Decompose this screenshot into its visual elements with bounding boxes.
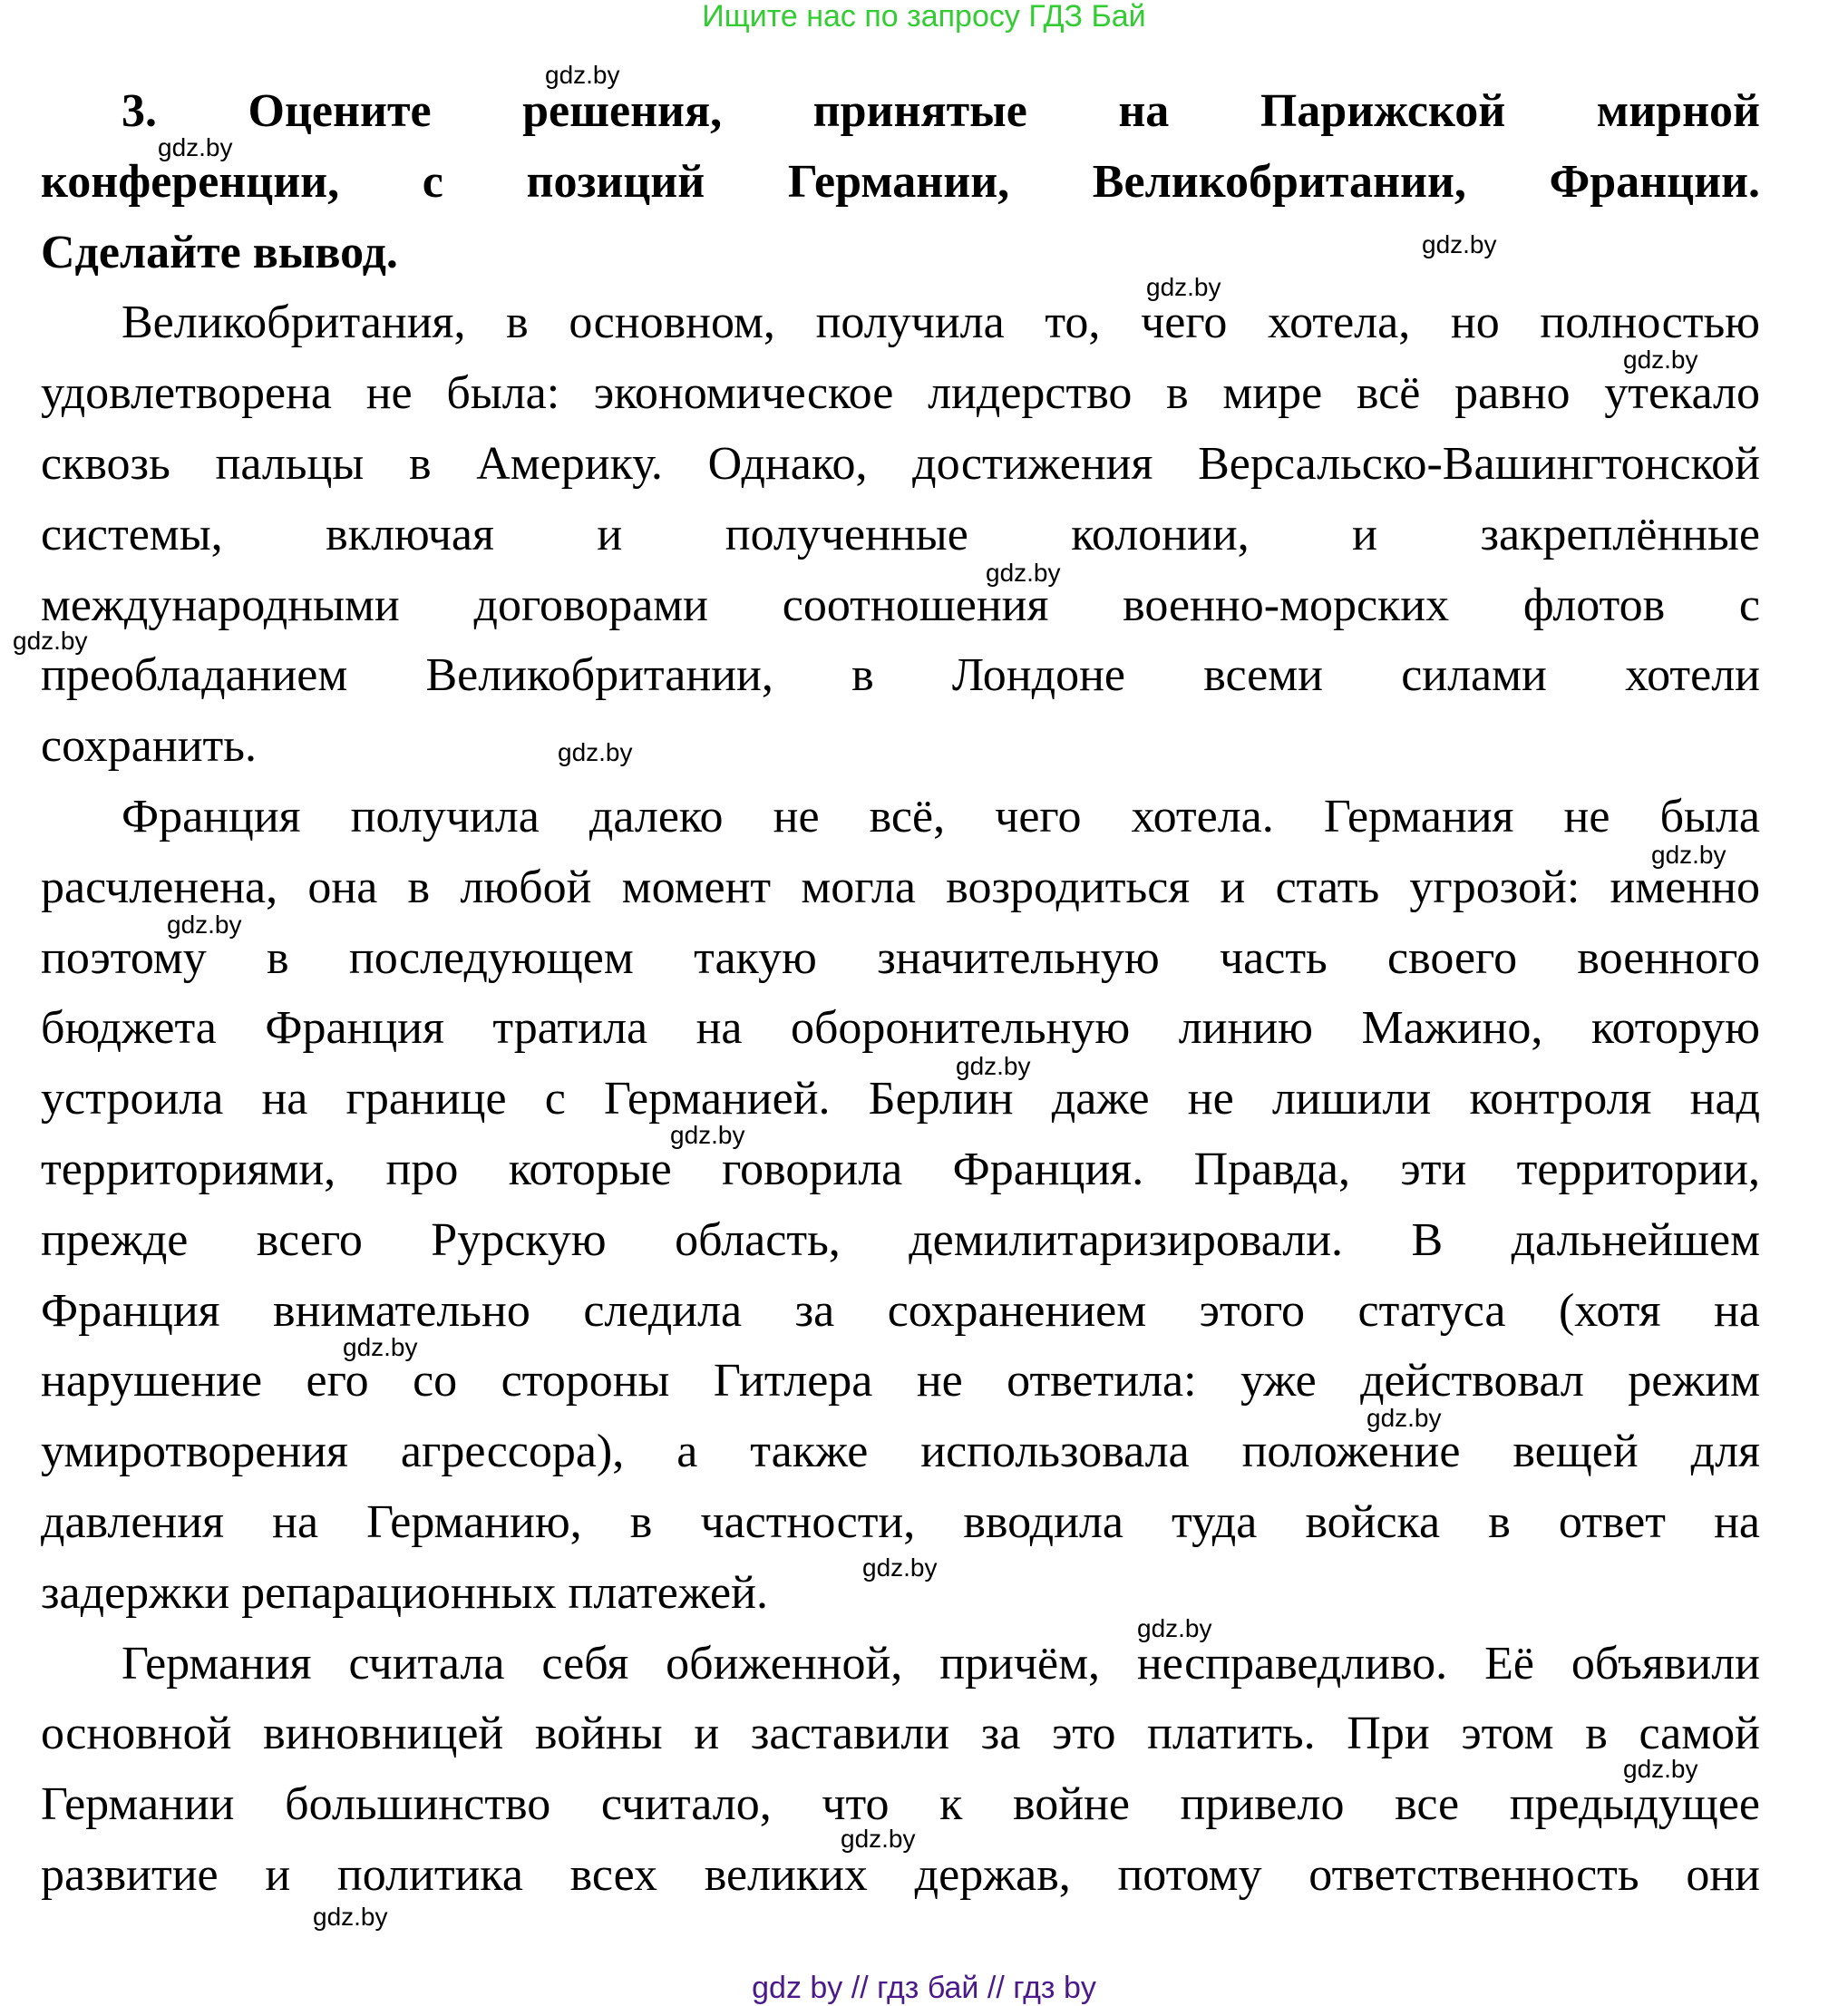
paragraph-line: устроила на границе с Германией. Берлин даже не лишили контроля над [41,1073,1760,1125]
paragraph-line: сохранить. [41,720,257,773]
paragraph-line: территориями, про которые говорила Франция. Правда, эти территории, [41,1143,1760,1195]
watermark-text: gdz.by [158,133,233,161]
watermark-text: gdz.by [1422,230,1497,258]
paragraph-line: расчленена, она в любой момент могла возродиться и стать угрозой: именно [41,861,1760,913]
paragraph-line: преобладанием Великобритании, в Лондоне всеми силами хотели [41,649,1760,702]
watermark-text: gdz.by [1623,346,1698,374]
paragraph-line: нарушение его со стороны Гитлера не ответила: уже действовал режим [41,1355,1760,1407]
answer-text [41,287,1760,1910]
paragraph-line: сквозь пальцы в Америку. Однако, достижения Версальско-Вашингтонской [41,437,1760,490]
watermark-text: gdz.by [167,910,242,939]
watermark-text: gdz.by [1367,1404,1442,1432]
watermark-text: gdz.by [1623,1755,1698,1783]
watermark-text: gdz.by [313,1903,388,1931]
task-heading [41,76,1760,287]
paragraph-line: давления на Германию, в частности, вводила туда войска в ответ на [41,1495,1760,1548]
watermark-text: gdz.by [956,1052,1031,1080]
watermark-text: gdz.by [13,627,88,655]
paragraph-line: развитие и политика всех великих держав, потому ответственность они [41,1848,1760,1901]
heading-line: Сделайте вывод. [41,226,398,278]
heading-line: конференции, с позиций Германии, Великобритании, Франции. [41,155,1760,208]
paragraph-line: Франция внимательно следила за сохранением этого статуса (хотя на [41,1284,1760,1337]
paragraph-line: Франция получила далеко не всё, чего хотела. Германия не была [122,790,1760,842]
paragraph [41,782,1760,1629]
paragraph-line: бюджета Франция тратила на оборонительную линию Мажино, которую [41,1002,1760,1055]
paragraph-line: Великобритания, в основном, получила то, чего хотела, но полностью [122,297,1760,349]
paragraph-line: задержки репарационных платежей. [41,1566,768,1619]
watermark-text: gdz.by [862,1553,938,1582]
paragraph-line: удовлетворена не была: экономическое лидерство в мире всё равно утекало [41,367,1760,420]
watermark-text: gdz.by [841,1825,916,1853]
watermark-text: gdz.by [1146,273,1221,301]
watermark-text: gdz.by [986,559,1061,587]
paragraph-line: системы, включая и полученные колонии, и закреплённые [41,508,1760,560]
paragraph-line: поэтому в последующем такую значительную часть своего военного [41,931,1760,984]
footer-links[interactable]: gdz by // гдз бай // гдз by [752,1971,1096,2005]
watermark-text: gdz.by [343,1333,418,1361]
paragraph-line: Германии большинство считало, что к войне привело все предыдущее [41,1778,1760,1831]
watermark-text: gdz.by [545,61,620,89]
watermark-text: gdz.by [1651,841,1726,869]
paragraph [41,1629,1760,1911]
watermark-text: gdz.by [558,738,633,766]
watermark-text: gdz.by [1137,1614,1212,1642]
paragraph-line: международными договорами соотношения военно-морских флотов с [41,579,1760,631]
paragraph-line: умиротворения агрессора), а также использовала положение вещей для [41,1426,1760,1478]
search-banner: Ищите нас по запросу ГДЗ Бай [702,0,1146,34]
paragraph-line: основной виновницей войны и заставили за это платить. При этом в самой [41,1708,1760,1760]
watermark-text: gdz.by [670,1121,745,1149]
document-body [41,76,1760,1911]
paragraph [41,287,1760,782]
heading-line: 3. Оцените решения, принятые на Парижской мирной [122,85,1760,137]
paragraph-line: прежде всего Рурскую область, демилитаризировали. В дальнейшем [41,1213,1760,1266]
paragraph-line: Германия считала себя обиженной, причём, несправедливо. Её объявили [122,1637,1760,1690]
